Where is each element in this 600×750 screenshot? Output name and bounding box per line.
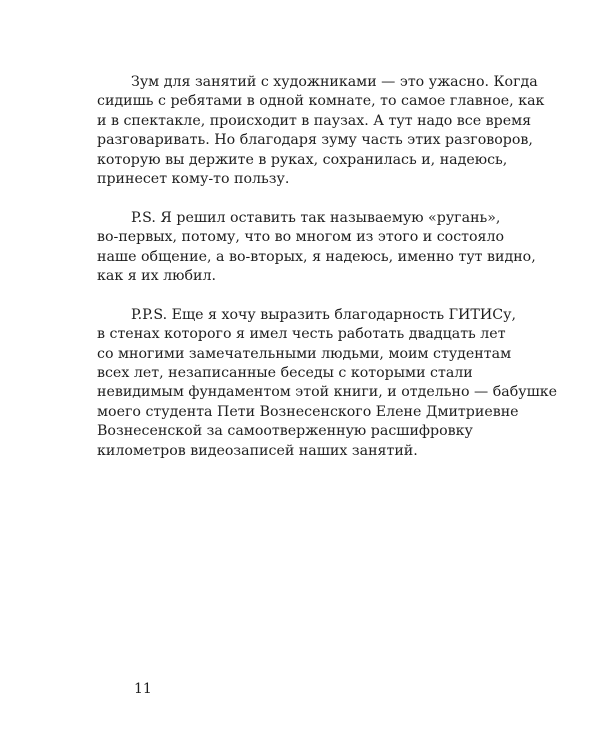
- text-line: разговаривать. Но благодаря зуму часть этих разговоров,: [97, 132, 533, 149]
- paragraph-ps: [97, 209, 536, 287]
- text-line: P.P.S. Еще я хочу выразить благодарность ГИТИСу,: [131, 306, 516, 323]
- text-line: невидимым фундаментом этой книги, и отдельно — бабушке: [97, 384, 558, 401]
- text-line: моего студента Пети Вознесенского Елене Дмитриевне: [97, 403, 519, 420]
- page-number: 11: [134, 681, 152, 697]
- text-line: P.S. Я решил оставить так называемую «ругань»,: [131, 209, 501, 226]
- text-line: принесет кому-то пользу.: [97, 171, 290, 188]
- text-line: всех лет, незаписанные беседы с которыми стали: [97, 365, 473, 382]
- text-line: наше общение, а во-вторых, я надеюсь, именно тут видно,: [97, 248, 536, 265]
- text-line: Зум для занятий с художниками — это ужасно. Когда: [131, 74, 538, 90]
- text-line: как я их любил.: [97, 268, 217, 285]
- text-line: и в спектакле, происходит в паузах. А тут надо все время: [97, 112, 532, 129]
- text-line: во-первых, потому, что во многом из этого и состояло: [97, 229, 505, 246]
- paragraph-zoom: [97, 73, 545, 189]
- text-line: километров видеозаписей наших занятий.: [97, 442, 418, 459]
- text-line: в стенах которого я имел честь работать двадцать лет: [97, 326, 506, 343]
- paragraph-pps: [97, 306, 558, 461]
- text-line: со многими замечательными людьми, моим студентам: [97, 345, 512, 362]
- text-line: Вознесенской за самоотверженную расшифровку: [97, 423, 473, 440]
- body-text: [97, 73, 558, 480]
- text-line: которую вы держите в руках, сохранилась и, надеюсь,: [97, 151, 508, 168]
- text-line: сидишь с ребятами в одной комнате, то самое главное, как: [97, 93, 545, 110]
